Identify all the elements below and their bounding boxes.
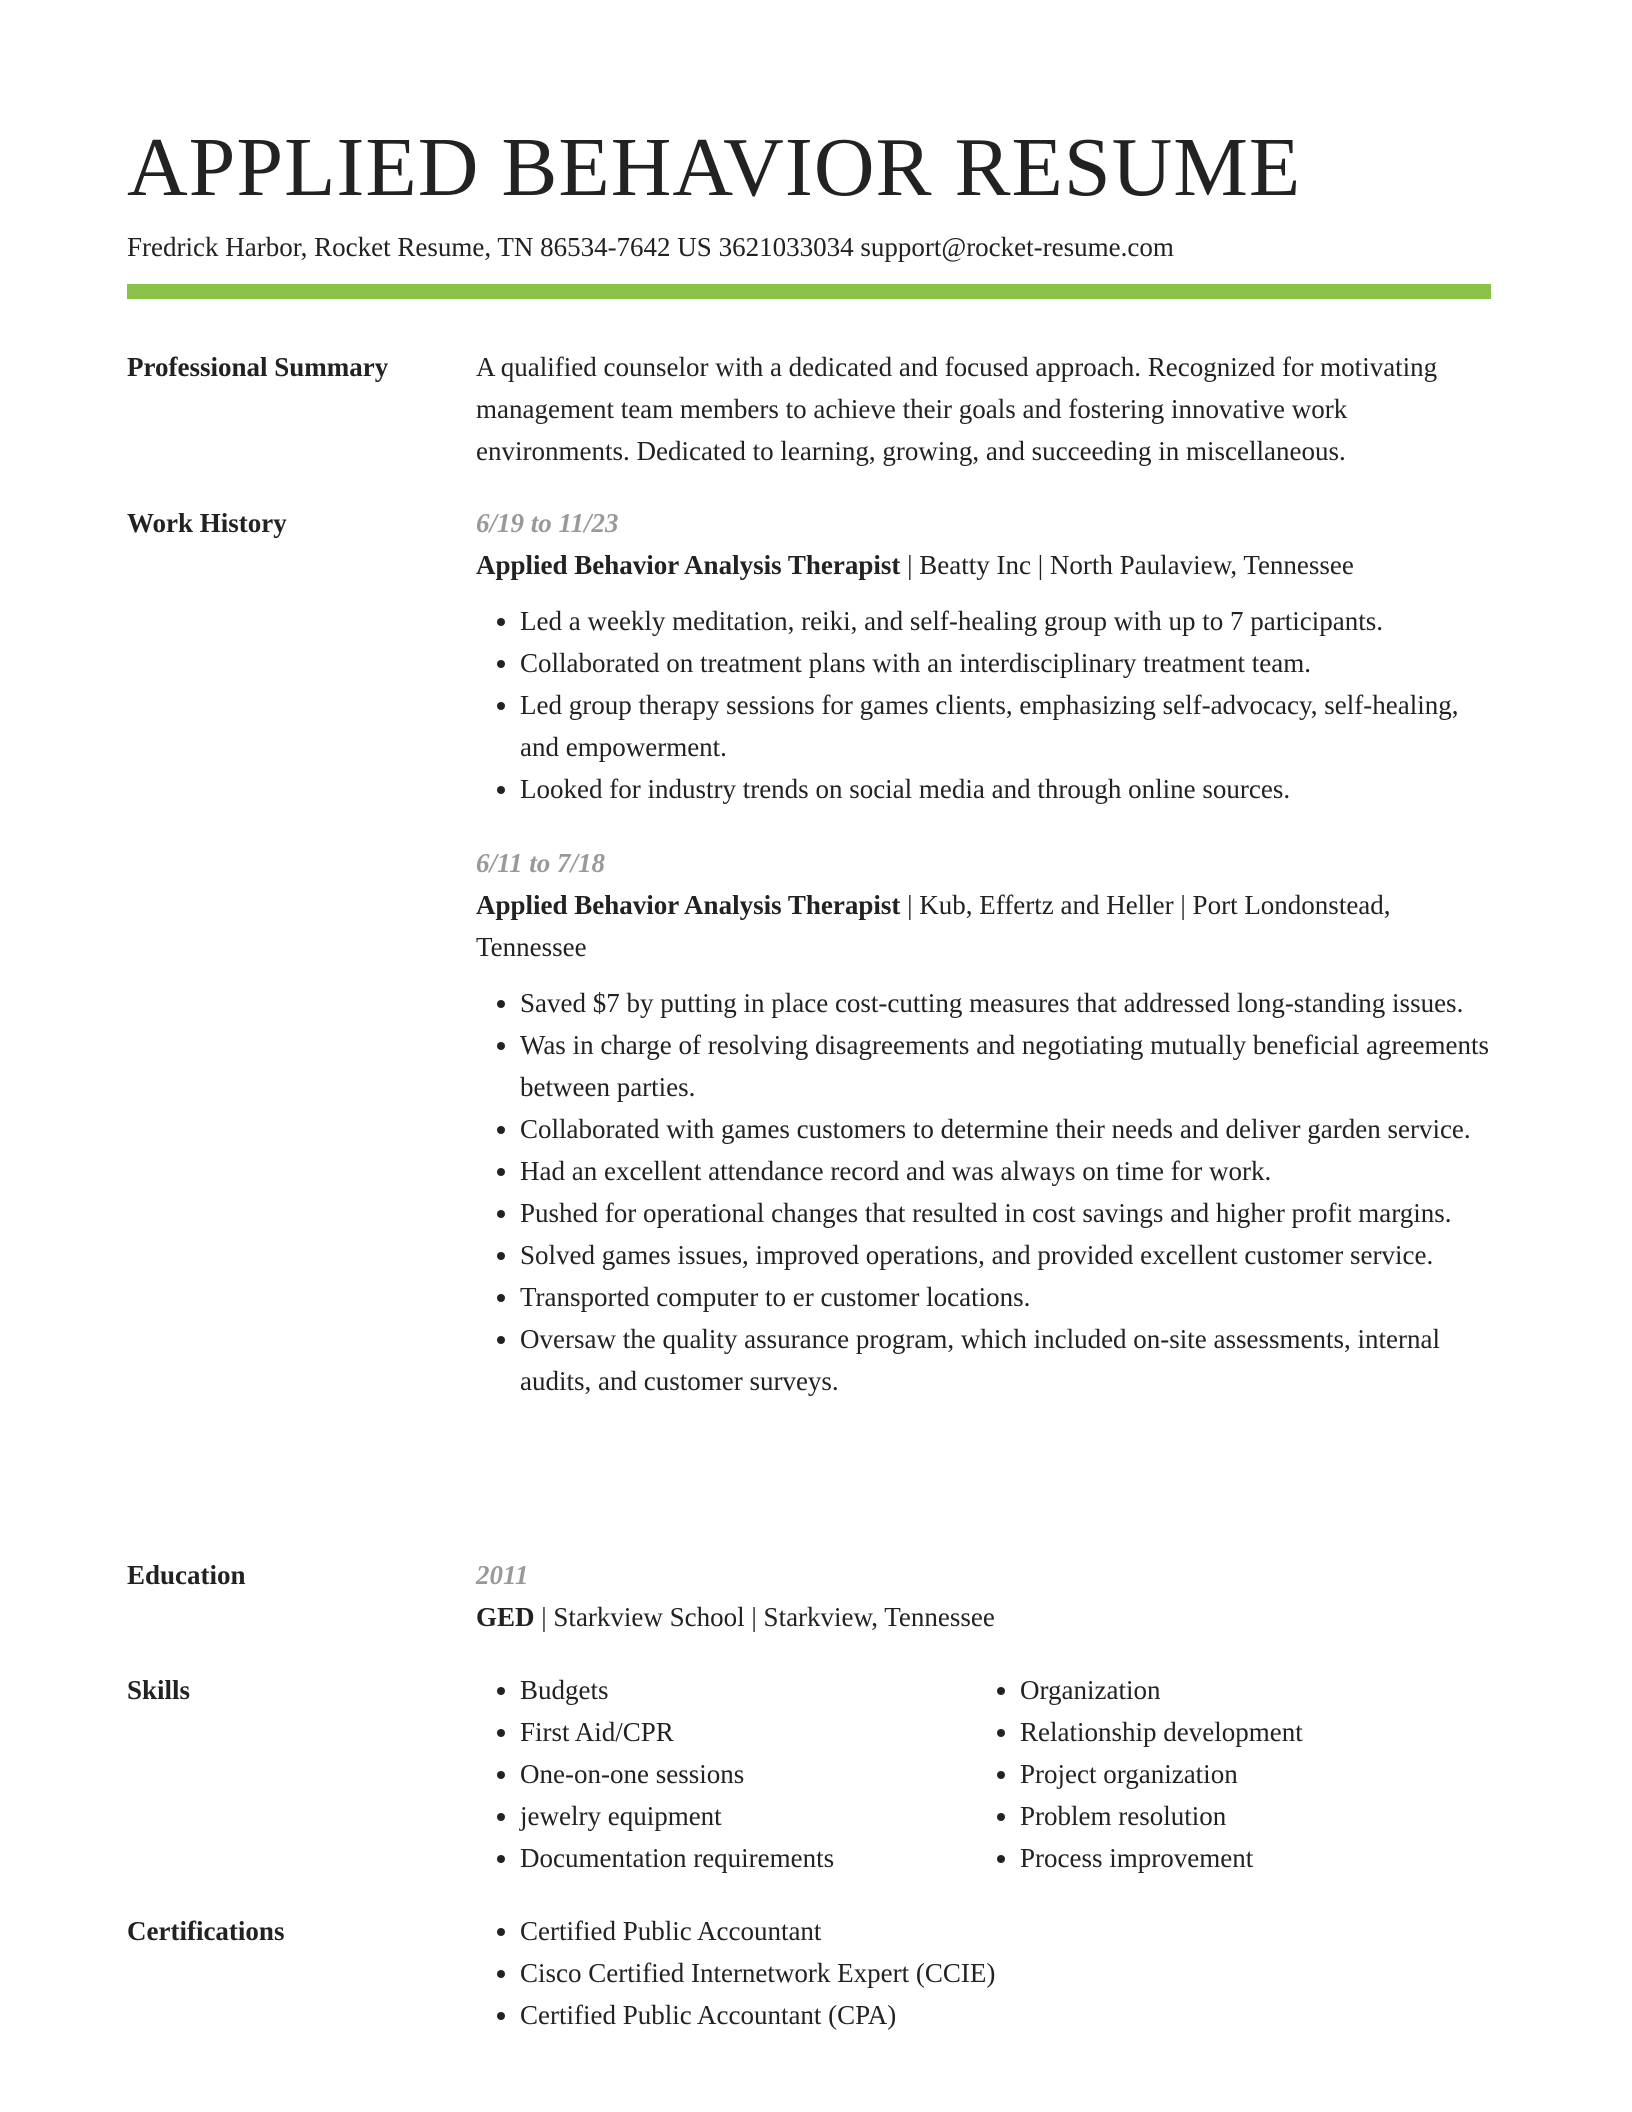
skill-item: • First Aid/CPR	[520, 1711, 976, 1753]
job-bullet: • Collaborated with games customers to determine their needs and deliver garden service.	[520, 1108, 1491, 1150]
education-heading: Education	[127, 1560, 246, 1590]
job-bullets	[476, 982, 1491, 1402]
skill-item: • Relationship development	[1020, 1711, 1476, 1753]
skills-columns	[476, 1669, 1491, 1879]
certification-item: • Certified Public Accountant	[520, 1910, 1491, 1952]
skill-item: • Budgets	[520, 1669, 976, 1711]
skill-item: • Documentation requirements	[520, 1837, 976, 1879]
job-details: | Beatty Inc | North Paulaview, Tennessee	[900, 550, 1354, 580]
work-body	[476, 502, 1491, 1402]
job-entry	[476, 502, 1491, 810]
skill-item: • Project organization	[1020, 1753, 1476, 1795]
skill-item: • Organization	[1020, 1669, 1476, 1711]
header-divider	[127, 284, 1491, 299]
education-entry	[476, 1596, 1491, 1638]
job-entry	[476, 842, 1491, 1402]
skills-list-right	[976, 1669, 1476, 1879]
job-bullet: • Was in charge of resolving disagreements and negotiating mutually beneficial agreements between parties.	[520, 1024, 1491, 1108]
job-role	[476, 544, 1491, 586]
summary-text: A qualified counselor with a dedicated and focused approach. Recognized for motivating management team members to achieve their goals and fostering innovative work environments. Dedicated to learning, growing, and succeeding in miscellaneous.	[476, 352, 1438, 466]
skills-column-left	[476, 1669, 976, 1879]
skills-column-right	[976, 1669, 1476, 1879]
work-heading: Work History	[127, 508, 287, 538]
job-bullet: • Pushed for operational changes that resulted in cost savings and higher profit margins.	[520, 1192, 1491, 1234]
certifications-list	[476, 1910, 1491, 2036]
job-bullet: • Led a weekly meditation, reiki, and self-healing group with up to 7 participants.	[520, 600, 1491, 642]
summary-body	[476, 346, 1491, 472]
education-details: | Starkview School | Starkview, Tennessee	[534, 1602, 995, 1632]
contact-line	[127, 230, 1174, 264]
contact-phone: 3621033034	[718, 232, 854, 262]
skill-item: • Problem resolution	[1020, 1795, 1476, 1837]
job-bullet: • Looked for industry trends on social media and through online sources.	[520, 768, 1491, 810]
certification-item: • Certified Public Accountant (CPA)	[520, 1994, 1491, 2036]
education-date: 2011	[476, 1560, 529, 1590]
job-details: | Kub, Effertz and Heller | Port Londonstead, Tennessee	[476, 890, 1391, 962]
job-bullet: • Had an excellent attendance record and was always on time for work.	[520, 1150, 1491, 1192]
education-degree: GED	[476, 1602, 535, 1632]
contact-email: support@rocket-resume.com	[860, 232, 1174, 262]
job-title: Applied Behavior Analysis Therapist	[476, 550, 901, 580]
job-bullet: • Oversaw the quality assurance program, which included on-site assessments, internal audits, and customer surveys.	[520, 1318, 1491, 1402]
education-body	[476, 1554, 1491, 1638]
job-bullet: • Saved $7 by putting in place cost-cutting measures that addressed long-standing issues.	[520, 982, 1491, 1024]
skills-body	[476, 1669, 1491, 1879]
skills-list-left	[476, 1669, 976, 1879]
job-bullet: • Collaborated on treatment plans with an interdisciplinary treatment team.	[520, 642, 1491, 684]
job-bullet: • Solved games issues, improved operations, and provided excellent customer service.	[520, 1234, 1491, 1276]
skill-item: • Process improvement	[1020, 1837, 1476, 1879]
job-dates: 6/19 to 11/23	[476, 508, 619, 538]
skill-item: • One-on-one sessions	[520, 1753, 976, 1795]
certification-item: • Cisco Certified Internetwork Expert (CCIE)	[520, 1952, 1491, 1994]
resume-title: APPLIED BEHAVIOR RESUME	[127, 121, 1302, 214]
contact-address: Fredrick Harbor, Rocket Resume, TN 86534-7642 US	[127, 232, 712, 262]
certifications-body	[476, 1910, 1491, 2036]
certifications-heading: Certifications	[127, 1916, 285, 1946]
job-bullet: • Led group therapy sessions for games clients, emphasizing self-advocacy, self-healing, and empowerment.	[520, 684, 1491, 768]
summary-heading: Professional Summary	[127, 352, 389, 382]
job-bullet: • Transported computer to er customer locations.	[520, 1276, 1491, 1318]
job-dates: 6/11 to 7/18	[476, 848, 606, 878]
job-role	[476, 884, 1491, 968]
job-title: Applied Behavior Analysis Therapist	[476, 890, 901, 920]
skills-heading: Skills	[127, 1675, 191, 1705]
job-bullets	[476, 600, 1491, 810]
skill-item: • jewelry equipment	[520, 1795, 976, 1837]
